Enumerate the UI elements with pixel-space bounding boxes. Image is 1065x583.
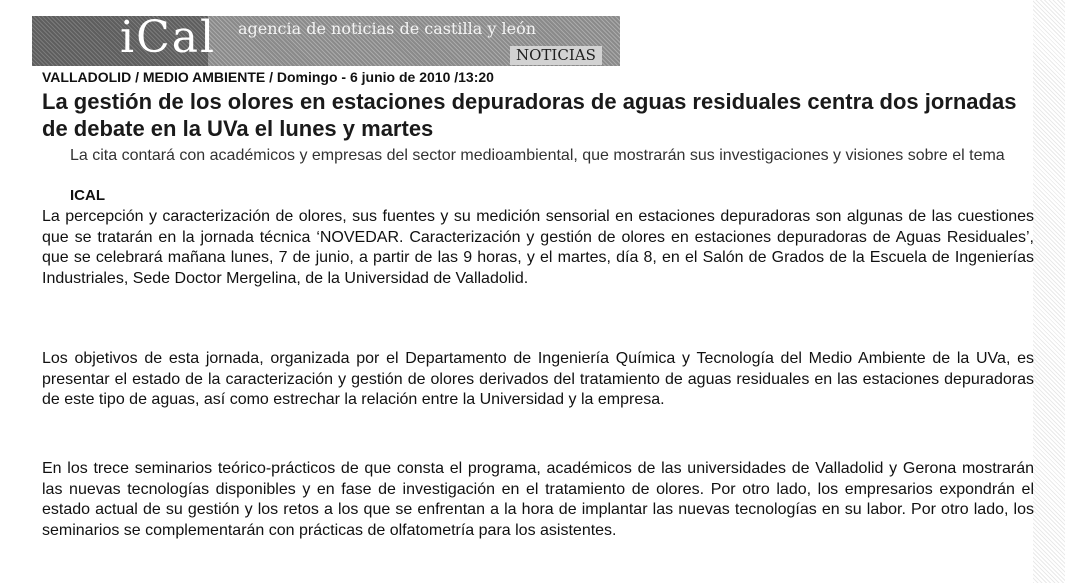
article-dateline: VALLADOLID / MEDIO AMBIENTE / Domingo - 6 junio de 2010 /13:20 [42, 69, 494, 85]
section-label: NOTICIAS [510, 46, 602, 65]
agency-tagline: agencia de noticias de castilla y león [238, 19, 537, 38]
article-paragraph-1: La percepción y caracterización de olores, sus fuentes y su medición sensorial en estaciones depuradoras son algunas de las cuestiones que se tratarán en la jornada técnica ‘NOVEDAR. Caracterización y gestión de olores en estaciones depuradoras de Aguas Residuales’, que se celebrará mañana lunes, 7 de junio, a partir de las 9 horas, y el martes, día 8, en el Salón de Grados de la Escuela de Ingenierías Industriales, Sede Doctor Mergelina, de la Universidad de Valladolid. [42, 208, 1034, 287]
article-headline: La gestión de los olores en estaciones depuradoras de aguas residuales centra dos jornadas de debate en la UVa el lunes y martes [42, 89, 1017, 141]
article-byline: ICAL [70, 187, 105, 204]
article-paragraph-2: Los objetivos de esta jornada, organizada por el Departamento de Ingeniería Química y Tecnología del Medio Ambiente de la UVa, es presentar el estado de la caracterización y gestión de olores derivados del tratamiento de aguas residuales en las estaciones depuradoras de este tipo de aguas, así como estrechar la relación entre la Universidad y la empresa. [42, 350, 1034, 408]
scan-edge-texture [1033, 0, 1065, 583]
article-paragraph-3: En los trece seminarios teórico-prácticos de que consta el programa, académicos de las universidades de Valladolid y Gerona mostrarán las nuevas tecnologías disponibles y en fase de investigación en el tratamiento de olores. Por otro lado, los empresarios expondrán el estado actual de su gestión y los retos a los que se enfrentan a la hora de implantar las nuevas tecnologías en su labor. Por otro lado, los seminarios se complementarán con prácticas de olfatometría para los asistentes. [42, 460, 1034, 539]
ical-logo: iCal [120, 12, 217, 63]
agency-banner [32, 12, 620, 66]
article-subtitle: La cita contará con académicos y empresas del sector medioambiental, que mostrarán sus investigaciones y visiones sobre el tema [70, 147, 1005, 164]
